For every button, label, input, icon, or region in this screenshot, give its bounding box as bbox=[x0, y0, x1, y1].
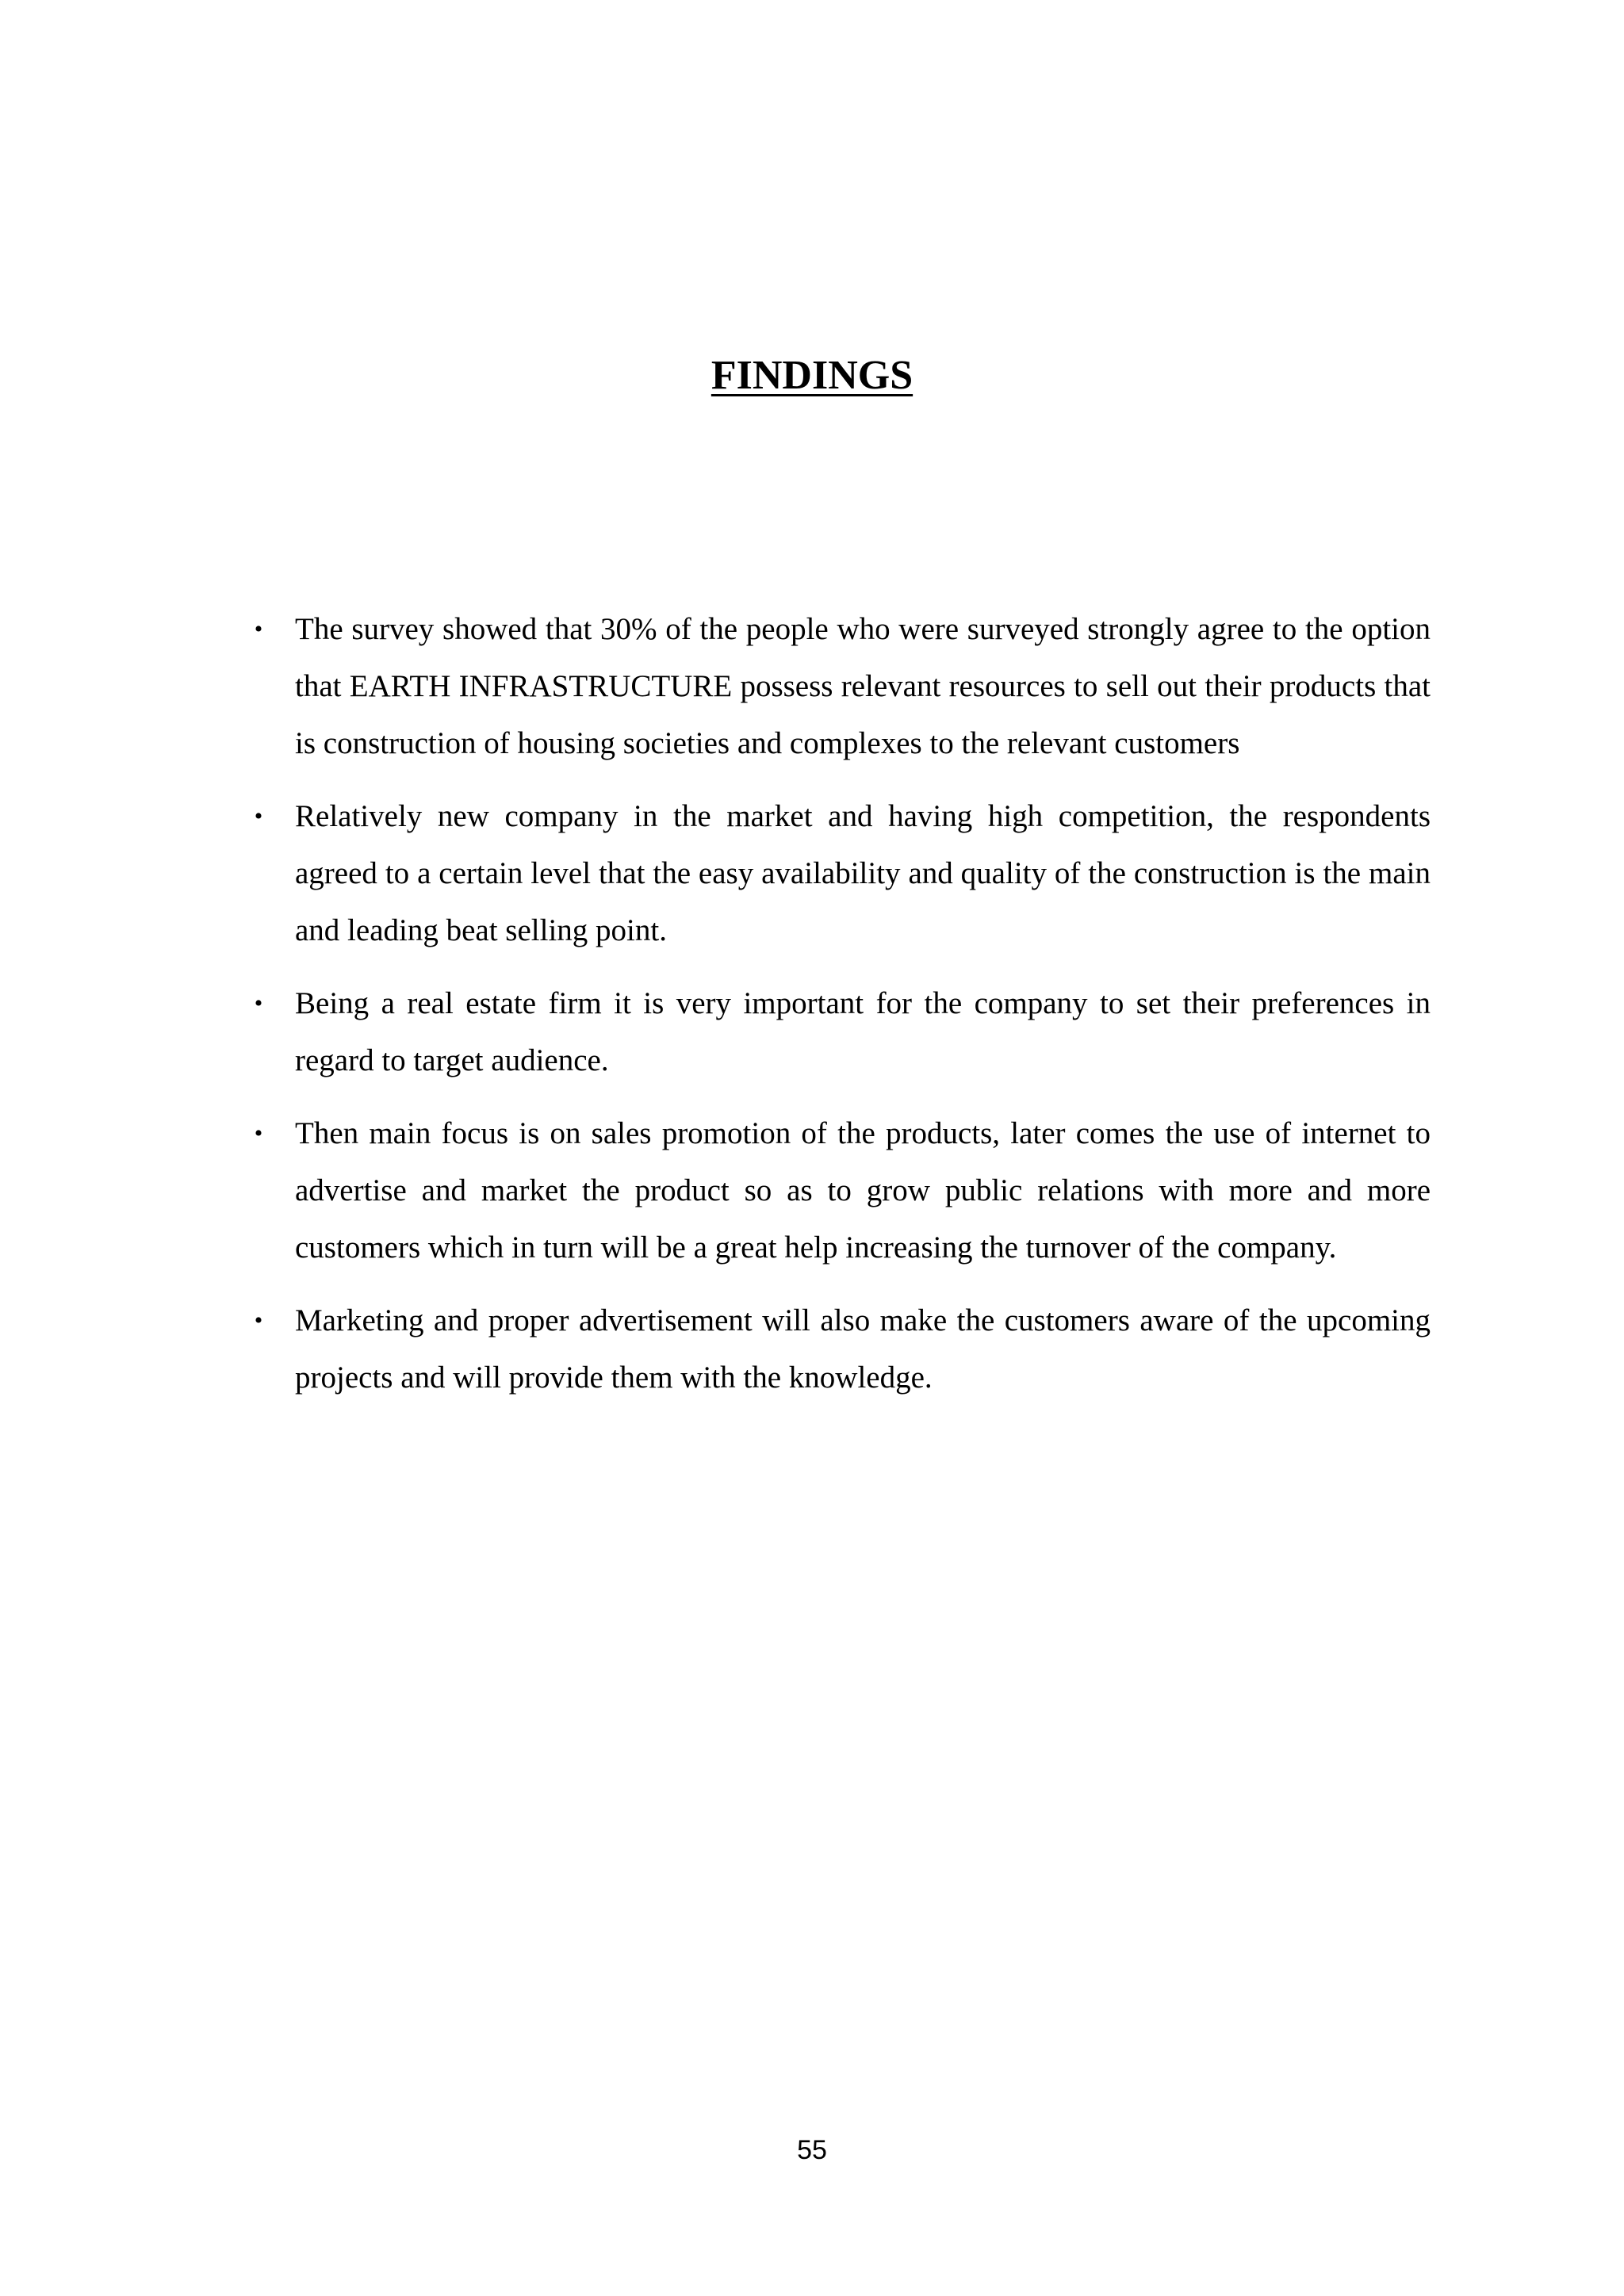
bullet-icon: • bbox=[254, 1120, 263, 1146]
finding-item-3 bbox=[254, 975, 1431, 1089]
finding-text-4: Then main focus is on sales promotion of the products, later comes the use of internet to advertise and market the product so as to grow public relations with more and more customers which in turn will be a great help increasing the turnover of the company. bbox=[295, 1116, 1431, 1265]
finding-item-4 bbox=[254, 1105, 1431, 1276]
finding-text-2: Relatively new company in the market and having high competition, the respondents agreed to a certain level that the easy availability and quality of the construction is the main and leading beat selling point. bbox=[295, 799, 1431, 947]
bullet-icon: • bbox=[254, 990, 263, 1016]
bullet-icon: • bbox=[254, 616, 263, 642]
page-number: 55 bbox=[797, 2135, 827, 2165]
finding-text-3: Being a real estate firm it is very important for the company to set their preferences in regard to target audience. bbox=[295, 986, 1431, 1077]
finding-item-1 bbox=[254, 601, 1431, 772]
finding-item-2 bbox=[254, 788, 1431, 959]
bullet-icon: • bbox=[254, 803, 263, 829]
page-title-text: FINDINGS bbox=[710, 353, 914, 398]
finding-text-5: Marketing and proper advertisement will also make the customers aware of the upcoming projects and will provide them with the knowledge. bbox=[295, 1303, 1431, 1395]
finding-item-5 bbox=[254, 1292, 1431, 1406]
bullet-icon: • bbox=[254, 1307, 263, 1334]
findings-list bbox=[254, 601, 1431, 1422]
finding-text-1: The survey showed that 30% of the people who were surveyed strongly agree to the option that EARTH INFRASTRUCTURE possess relevant resources to sell out their products that is construction of housing societies and complexes to the relevant customers bbox=[295, 612, 1431, 760]
page-title bbox=[0, 347, 1624, 404]
